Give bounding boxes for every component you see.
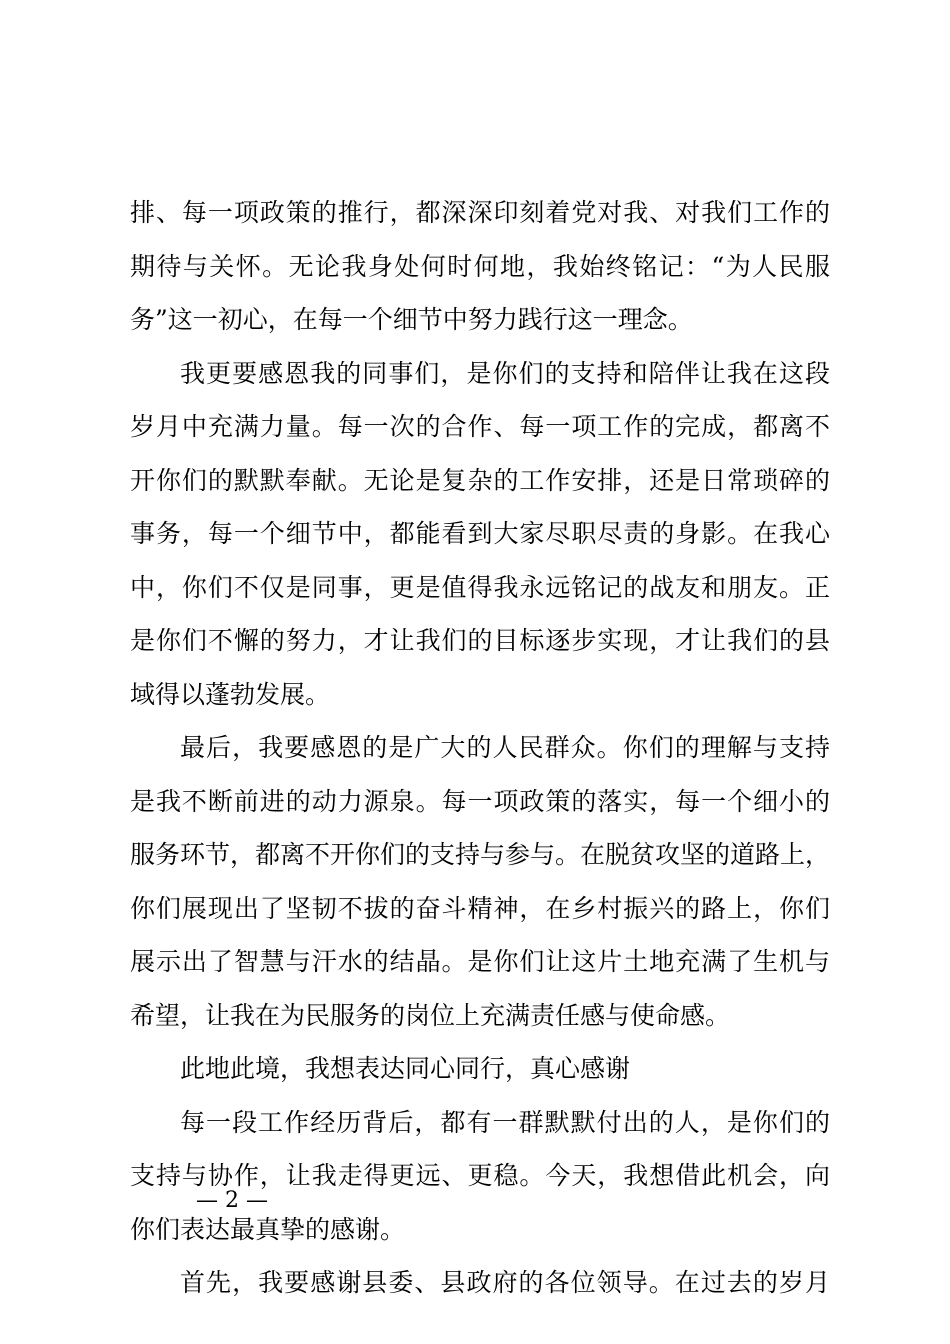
text-line: 我更要感恩我的同事们，是你们的支持和陪伴让我在这段 xyxy=(180,358,830,388)
text-line: 首先，我要感谢县委、县政府的各位领导。在过去的岁月 xyxy=(180,1268,830,1297)
text-line: 域得以蓬勃发展。 xyxy=(130,679,331,709)
text-line: 是我不断前进的动力源泉。每一项政策的落实，每一个细小的 xyxy=(130,786,830,816)
text-line: 服务环节，都离不开你们的支持与参与。在脱贫攻坚的道路上， xyxy=(130,840,831,869)
text-line: 期待与关怀。无论我身处何时何地，我始终铭记：“为人民服 xyxy=(130,251,830,281)
text-line: 中，你们不仅是同事，更是值得我永远铭记的战友和朋友。正 xyxy=(130,572,830,602)
text-line: 是你们不懈的努力，才让我们的目标逐步实现，才让我们的县 xyxy=(130,626,830,655)
page-number: — 2 — xyxy=(196,1188,268,1213)
text-line: 希望，让我在为民服务的岗位上充满责任感与使命感。 xyxy=(130,1000,731,1030)
text-line: 你们表达最真挚的感谢。 xyxy=(130,1214,406,1244)
text-line: 每一段工作经历背后，都有一群默默付出的人，是你们的 xyxy=(180,1107,830,1137)
text-line: 务”这一初心，在每一个细节中努力践行这一理念。 xyxy=(130,305,693,334)
text-line: 你们展现出了坚韧不拔的奋斗精神，在乡村振兴的路上，你们 xyxy=(130,893,830,923)
text-line: 排、每一项政策的推行，都深深印刻着党对我、对我们工作的 xyxy=(130,198,830,227)
text-line: 事务，每一个细节中，都能看到大家尽职尽责的身影。在我心 xyxy=(130,519,830,548)
text-line: 展示出了智慧与汗水的结晶。是你们让这片土地充满了生机与 xyxy=(130,947,830,976)
text-line: 岁月中充满力量。每一次的合作、每一项工作的完成，都离不 xyxy=(130,412,830,441)
text-line: 支持与协作，让我走得更远、更稳。今天，我想借此机会，向 xyxy=(130,1161,830,1190)
text-line: 开你们的默默奉献。无论是复杂的工作安排，还是日常琐碎的 xyxy=(130,465,830,495)
text-line: 此地此境，我想表达同心同行，真心感谢 xyxy=(180,1054,631,1083)
text-line: 最后，我要感恩的是广大的人民群众。你们的理解与支持 xyxy=(180,733,830,762)
body-text xyxy=(130,186,830,1310)
